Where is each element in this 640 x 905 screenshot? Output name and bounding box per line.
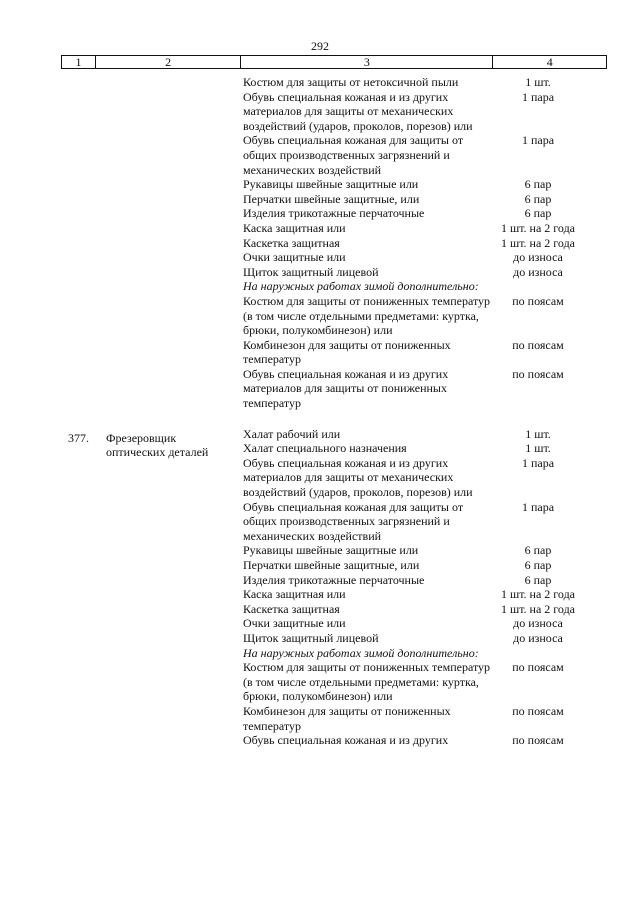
item-name: Рукавицы швейные защитные или — [243, 177, 419, 192]
item-quantity: 6 пар — [524, 191, 552, 206]
item-name: Изделия трикотажные перчаточные — [243, 572, 425, 587]
item-quantity: по поясам — [512, 733, 564, 748]
table-entry — [0, 427, 640, 748]
item-quantity: 1 пара — [521, 133, 555, 148]
item-row — [0, 279, 640, 294]
item-quantity: по поясам — [512, 293, 564, 308]
item-name: Каска защитная или — [243, 587, 346, 602]
item-name: Костюм для защиты от нетоксичной пыли — [243, 75, 459, 89]
item-row — [0, 704, 640, 733]
item-name: Каскетка защитная — [243, 235, 340, 250]
item-name: Перчатки швейные защитные, или — [243, 191, 420, 206]
header-col-3: 3 — [241, 56, 493, 68]
item-row — [0, 441, 640, 456]
item-name: Каска защитная или — [243, 220, 346, 235]
item-quantity — [486, 646, 590, 661]
item-row — [0, 573, 640, 588]
item-quantity: 1 пара — [521, 499, 555, 514]
item-name: Комбинезон для защиты от пониженных температур — [243, 703, 451, 733]
item-name: Комбинезон для защиты от пониженных температур — [243, 337, 451, 367]
item-quantity: 6 пар — [524, 177, 552, 192]
header-col-1: 1 — [62, 56, 96, 68]
item-name: Обувь специальная кожаная и из других материалов для защиты от механических воздействий (ударов, проколов, порезов) или — [243, 89, 473, 133]
item-quantity: 1 пара — [521, 89, 555, 104]
item-name: Очки защитные или — [243, 250, 346, 265]
entry-number: 377. — [68, 430, 89, 445]
item-row — [0, 133, 640, 177]
item-row — [0, 75, 640, 90]
item-row — [0, 427, 640, 442]
item-quantity: до износа — [513, 630, 563, 645]
item-quantity: по поясам — [512, 703, 564, 718]
item-quantity: до износа — [513, 264, 563, 279]
item-name: Обувь специальная кожаная для защиты от общих производственных загрязнений и механических воздействий — [243, 133, 464, 177]
item-row — [0, 500, 640, 544]
item-quantity: до износа — [513, 250, 563, 265]
item-row — [0, 587, 640, 602]
item-row — [0, 456, 640, 500]
item-quantity: 1 шт. — [525, 75, 551, 89]
item-name: Обувь специальная кожаная для защиты от общих производственных загрязнений и механических воздействий — [243, 499, 464, 543]
item-row — [0, 294, 640, 338]
item-quantity: 6 пар — [524, 206, 552, 221]
item-name: Очки защитные или — [243, 616, 346, 631]
item-quantity: 6 пар — [524, 543, 552, 558]
table-body — [0, 75, 640, 764]
item-name: Каскетка защитная — [243, 601, 340, 616]
item-row — [0, 558, 640, 573]
item-row — [0, 265, 640, 280]
item-quantity: 6 пар — [524, 572, 552, 587]
item-name: Щиток защитный лицевой — [243, 630, 379, 645]
item-row — [0, 660, 640, 704]
item-name: Перчатки швейные защитные, или — [243, 558, 420, 572]
item-quantity: 1 пара — [521, 455, 555, 470]
item-name: Рукавицы швейные защитные или — [243, 543, 419, 558]
item-row — [0, 631, 640, 646]
item-row — [0, 250, 640, 265]
item-row — [0, 646, 640, 661]
item-quantity: по поясам — [512, 337, 564, 352]
item-row — [0, 90, 640, 134]
item-row — [0, 543, 640, 558]
item-name: Обувь специальная кожаная и из других — [243, 733, 449, 748]
item-quantity: 1 шт. — [525, 441, 551, 456]
item-name: Обувь специальная кожаная и из других материалов для защиты от пониженных температур — [243, 366, 449, 411]
header-col-4: 4 — [546, 55, 553, 69]
item-name: На наружных работах зимой дополнительно: — [243, 645, 479, 660]
item-name: Костюм для защиты от пониженных температур (в том числе отдельными предметами: куртка, брюки, полукомбинезон) или — [243, 293, 491, 338]
item-name: Костюм для защиты от пониженных температур (в том числе отдельными предметами: куртка, брюки, полукомбинезон) или — [243, 660, 491, 704]
item-quantity: по поясам — [512, 660, 564, 675]
item-name: Халат специального назначения — [243, 441, 407, 456]
item-quantity: по поясам — [512, 366, 564, 381]
item-row — [0, 602, 640, 617]
item-name: На наружных работах зимой дополнительно: — [243, 279, 479, 294]
item-row — [0, 236, 640, 251]
item-row — [0, 192, 640, 207]
item-quantity: до износа — [513, 616, 563, 631]
table-header-row — [61, 55, 607, 69]
item-quantity: 1 шт. на 2 года — [500, 235, 576, 250]
item-row — [0, 733, 640, 748]
entry-profession: Фрезеровщик оптических деталей — [106, 430, 209, 460]
item-row — [0, 206, 640, 221]
item-quantity: 6 пар — [524, 558, 552, 572]
item-row — [0, 177, 640, 192]
page-number: 292 — [311, 39, 329, 53]
item-quantity: 1 шт. — [525, 426, 551, 441]
item-row — [0, 338, 640, 367]
item-row — [0, 616, 640, 631]
item-row — [0, 367, 640, 411]
item-quantity: 1 шт. на 2 года — [500, 601, 576, 616]
item-name: Изделия трикотажные перчаточные — [243, 206, 425, 221]
item-quantity: 1 шт. на 2 года — [500, 587, 576, 602]
item-name: Щиток защитный лицевой — [243, 264, 379, 279]
item-quantity: 1 шт. на 2 года — [500, 220, 576, 235]
item-row — [0, 221, 640, 236]
item-name: Обувь специальная кожаная и из других материалов для защиты от механических воздействий (ударов, проколов, порезов) или — [243, 455, 473, 500]
table-entry — [0, 75, 640, 411]
item-name: Халат рабочий или — [243, 426, 341, 441]
header-col-2: 2 — [96, 56, 241, 68]
item-quantity — [486, 279, 590, 294]
